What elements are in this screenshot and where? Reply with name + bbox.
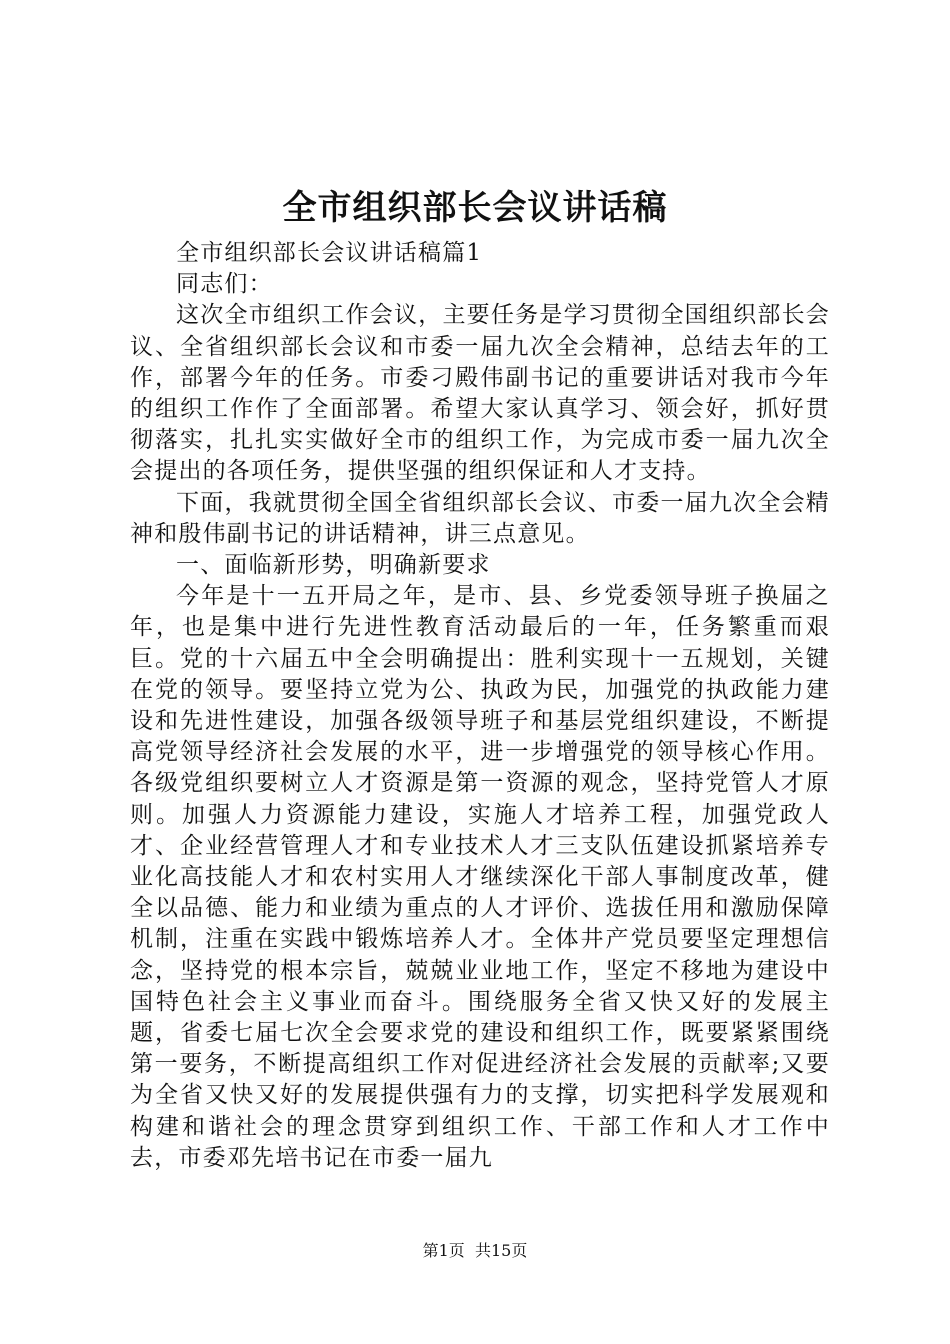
body-paragraph: 今年是十一五开局之年，是市、县、乡党委领导班子换届之年，也是集中进行先进性教育活动最后的一年，任务繁重而艰巨。党的十六届五中全会明确提出：胜利实现十一五规划，关键在党的领导。要坚持立党为公、执政为民，加强党的执政能力建设和先进性建设，加强各级领导班子和基层党组织建设，不断提高党领导经济社会发展的水平，进一步增强党的领导核心作用。各级党组织要树立人才资源是第一资源的观念，坚持党管人才原则。加强人力资源能力建设，实施人才培养工程，加强党政人才、企业经营管理人才和专业技术人才三支队伍建设抓紧培养专业化高技能人才和农村实用人才继续深化干部人事制度改革，健全以品德、能力和业绩为重点的人才评价、选拔任用和激励保障机制，注重在实践中锻炼培养人才。全体井产党员要坚定理想信念，坚持党的根本宗旨，兢兢业业地工作，坚定不移地为建设中国特色社会主义事业而奋斗。围绕服务全省又快又好的发展主题，省委七届七次全会要求党的建设和组织工作，既要紧紧围绕第一要务，不断提高组织工作对促进经济社会发展的贡献率;又要为全省又快又好的发展提供强有力的支撑，切实把科学发展观和构建和谐社会的理念贯穿到组织工作、干部工作和人才工作中去，市委邓先培书记在市委一届九 <box>130 583 830 1171</box>
page-total: 共15页 <box>474 1241 528 1260</box>
document-body <box>130 238 830 1174</box>
section-heading: 一、面临新形势，明确新要求 <box>176 552 491 579</box>
body-paragraph: 这次全市组织工作会议，主要任务是学习贯彻全国组织部长会议、全省组织部长会议和市委一届九次全会精神，总结去年的工作，部署今年的任务。市委刁殿伟副书记的重要讲话对我市今年的组织工作作了全面部署。希望大家认真学习、领会好，抓好贯彻落实，扎扎实实做好全市的组织工作，为完成市委一届九次全会提出的各项任务，提供坚强的组织保证和人才支持。 <box>130 302 830 485</box>
subtitle-paragraph: 全市组织部长会议讲话稿篇1 <box>176 240 483 266</box>
page-number: 第1页 <box>422 1241 465 1260</box>
document-title: 全市组织部长会议讲话稿 <box>282 188 668 228</box>
salutation-paragraph: 同志们： <box>176 271 273 298</box>
body-paragraph: 下面，我就贯彻全国全省组织部长会议、市委一届九次全会精神和殷伟副书记的讲话精神，讲三点意见。 <box>130 489 830 547</box>
page-footer <box>0 1240 950 1262</box>
